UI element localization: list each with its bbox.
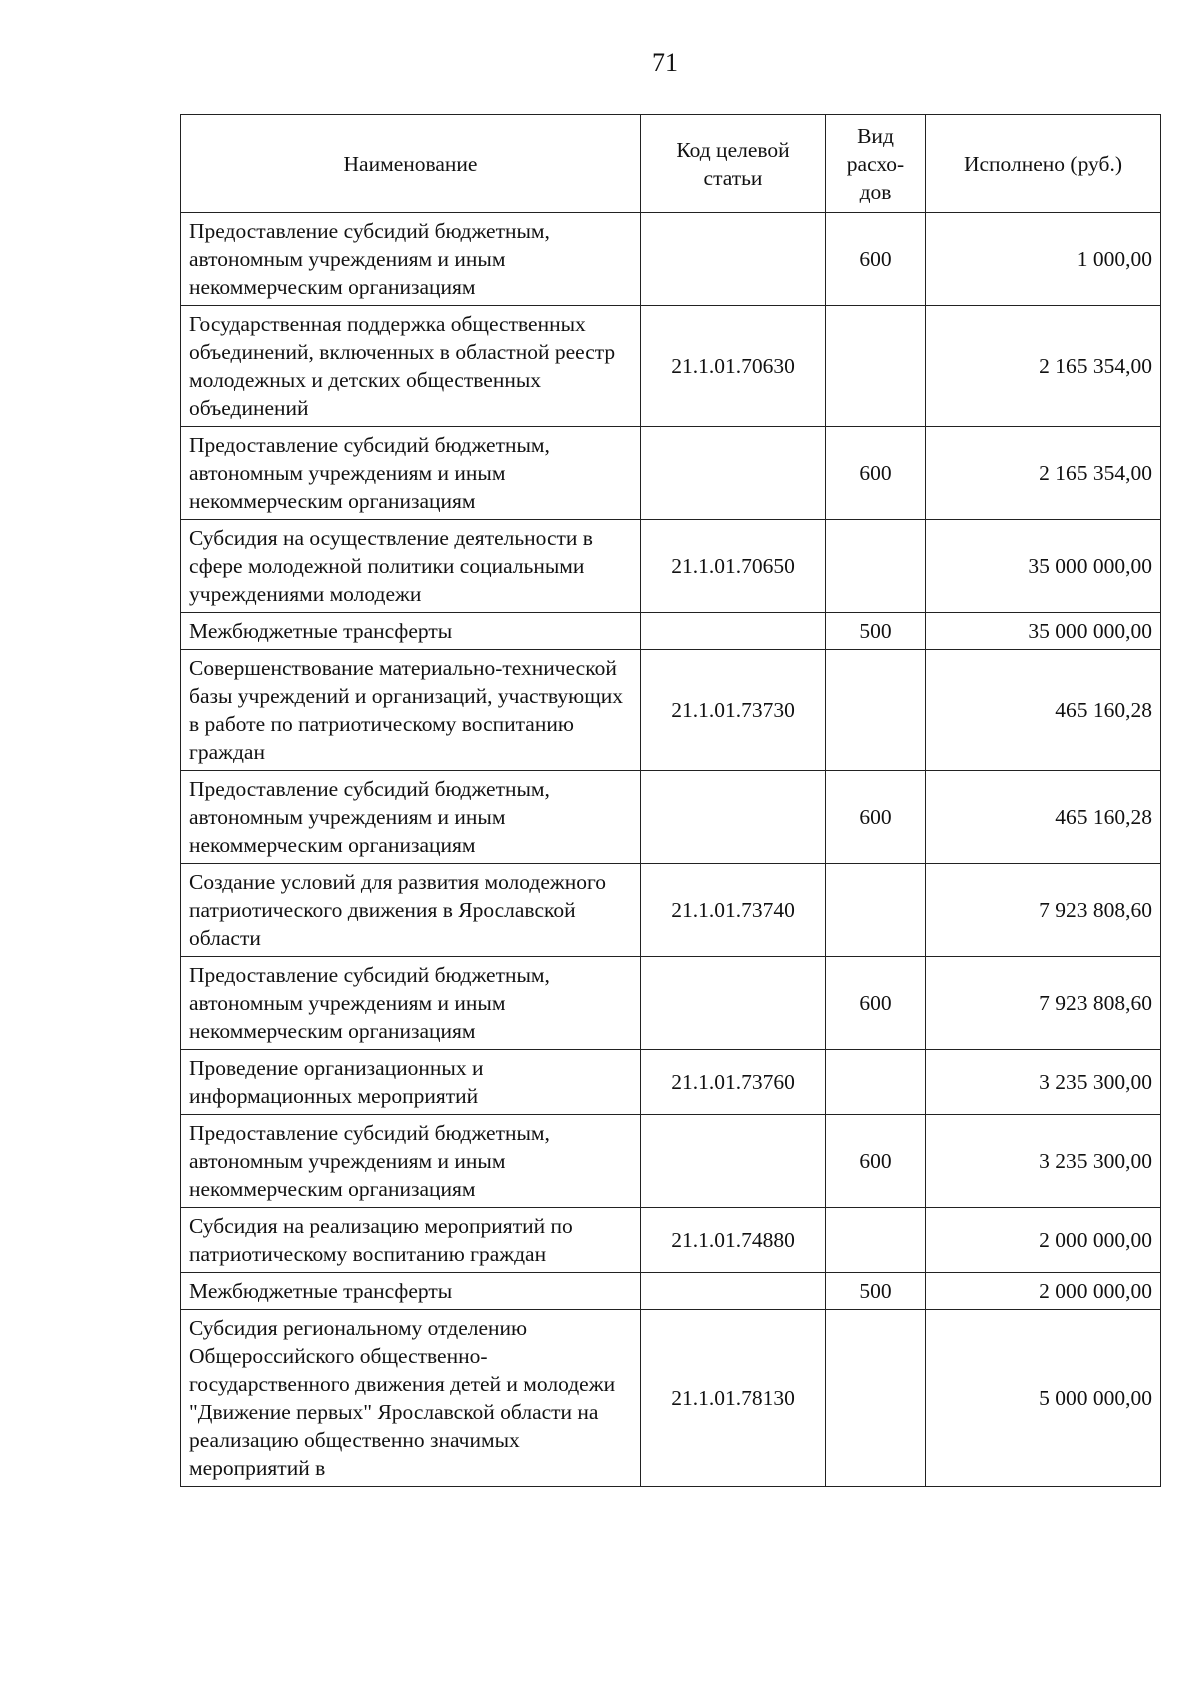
row-amount: 465 160,28	[926, 650, 1161, 771]
row-name: Создание условий для развития молодежного патриотического движения в Ярославской области	[181, 864, 641, 957]
row-kind	[826, 520, 926, 613]
row-kind: 600	[826, 213, 926, 306]
row-amount: 2 000 000,00	[926, 1208, 1161, 1273]
header-code: Код целевой статьи	[641, 115, 826, 213]
row-name: Предоставление субсидий бюджетным, автономным учреждениям и иным некоммерческим организациям	[181, 213, 641, 306]
table-row	[181, 957, 1161, 1050]
row-amount: 1 000,00	[926, 213, 1161, 306]
row-name: Предоставление субсидий бюджетным, автономным учреждениям и иным некоммерческим организациям	[181, 1115, 641, 1208]
row-code: 21.1.01.70630	[641, 306, 826, 427]
row-code	[641, 957, 826, 1050]
table-row	[181, 613, 1161, 650]
row-amount: 3 235 300,00	[926, 1050, 1161, 1115]
row-name: Совершенствование материально-технической базы учреждений и организаций, участвующих в работе по патриотическому воспитанию граждан	[181, 650, 641, 771]
row-kind	[826, 1050, 926, 1115]
table-row	[181, 213, 1161, 306]
row-amount: 35 000 000,00	[926, 520, 1161, 613]
row-amount: 2 165 354,00	[926, 306, 1161, 427]
row-amount: 5 000 000,00	[926, 1310, 1161, 1487]
row-name: Межбюджетные трансферты	[181, 613, 641, 650]
table-row	[181, 427, 1161, 520]
row-kind	[826, 1310, 926, 1487]
row-name: Проведение организационных и информационных мероприятий	[181, 1050, 641, 1115]
row-code	[641, 213, 826, 306]
header-name: Наименование	[181, 115, 641, 213]
row-kind	[826, 650, 926, 771]
row-name: Межбюджетные трансферты	[181, 1273, 641, 1310]
table-row	[181, 1115, 1161, 1208]
table-row	[181, 771, 1161, 864]
row-kind	[826, 1208, 926, 1273]
row-code	[641, 1273, 826, 1310]
table-row	[181, 520, 1161, 613]
header-amount: Исполнено (руб.)	[926, 115, 1161, 213]
row-kind	[826, 864, 926, 957]
row-code: 21.1.01.73760	[641, 1050, 826, 1115]
row-kind: 600	[826, 771, 926, 864]
row-name: Предоставление субсидий бюджетным, автономным учреждениям и иным некоммерческим организациям	[181, 427, 641, 520]
row-name: Субсидия на реализацию мероприятий по патриотическому воспитанию граждан	[181, 1208, 641, 1273]
row-name: Субсидия на осуществление деятельности в сфере молодежной политики социальными учреждениями молодежи	[181, 520, 641, 613]
row-amount: 7 923 808,60	[926, 957, 1161, 1050]
row-name: Государственная поддержка общественных объединений, включенных в областной реестр молодежных и детских общественных объединений	[181, 306, 641, 427]
row-name: Предоставление субсидий бюджетным, автономным учреждениям и иным некоммерческим организациям	[181, 957, 641, 1050]
table-row	[181, 306, 1161, 427]
row-code	[641, 613, 826, 650]
row-kind: 600	[826, 1115, 926, 1208]
table-row	[181, 1310, 1161, 1487]
table-row	[181, 864, 1161, 957]
table-row	[181, 1208, 1161, 1273]
row-code: 21.1.01.70650	[641, 520, 826, 613]
row-name: Субсидия региональному отделению Общероссийского общественно-государственного движения детей и молодежи "Движение первых" Ярославской области на реализацию общественно значимых мероприятий в	[181, 1310, 641, 1487]
table-header-row	[181, 115, 1161, 213]
row-amount: 7 923 808,60	[926, 864, 1161, 957]
row-kind: 500	[826, 1273, 926, 1310]
row-code: 21.1.01.73740	[641, 864, 826, 957]
table-row	[181, 1050, 1161, 1115]
row-amount: 3 235 300,00	[926, 1115, 1161, 1208]
row-amount: 465 160,28	[926, 771, 1161, 864]
row-code	[641, 771, 826, 864]
row-kind	[826, 306, 926, 427]
row-code	[641, 427, 826, 520]
table-row	[181, 1273, 1161, 1310]
budget-execution-table	[180, 114, 1161, 1487]
row-kind: 500	[826, 613, 926, 650]
header-kind: Вид расхо-дов	[826, 115, 926, 213]
row-amount: 35 000 000,00	[926, 613, 1161, 650]
row-kind: 600	[826, 427, 926, 520]
row-code	[641, 1115, 826, 1208]
table-row	[181, 650, 1161, 771]
row-code: 21.1.01.74880	[641, 1208, 826, 1273]
row-name: Предоставление субсидий бюджетным, автономным учреждениям и иным некоммерческим организациям	[181, 771, 641, 864]
row-code: 21.1.01.73730	[641, 650, 826, 771]
row-code: 21.1.01.78130	[641, 1310, 826, 1487]
page-number: 71	[652, 48, 678, 77]
row-amount: 2 165 354,00	[926, 427, 1161, 520]
row-amount: 2 000 000,00	[926, 1273, 1161, 1310]
row-kind: 600	[826, 957, 926, 1050]
